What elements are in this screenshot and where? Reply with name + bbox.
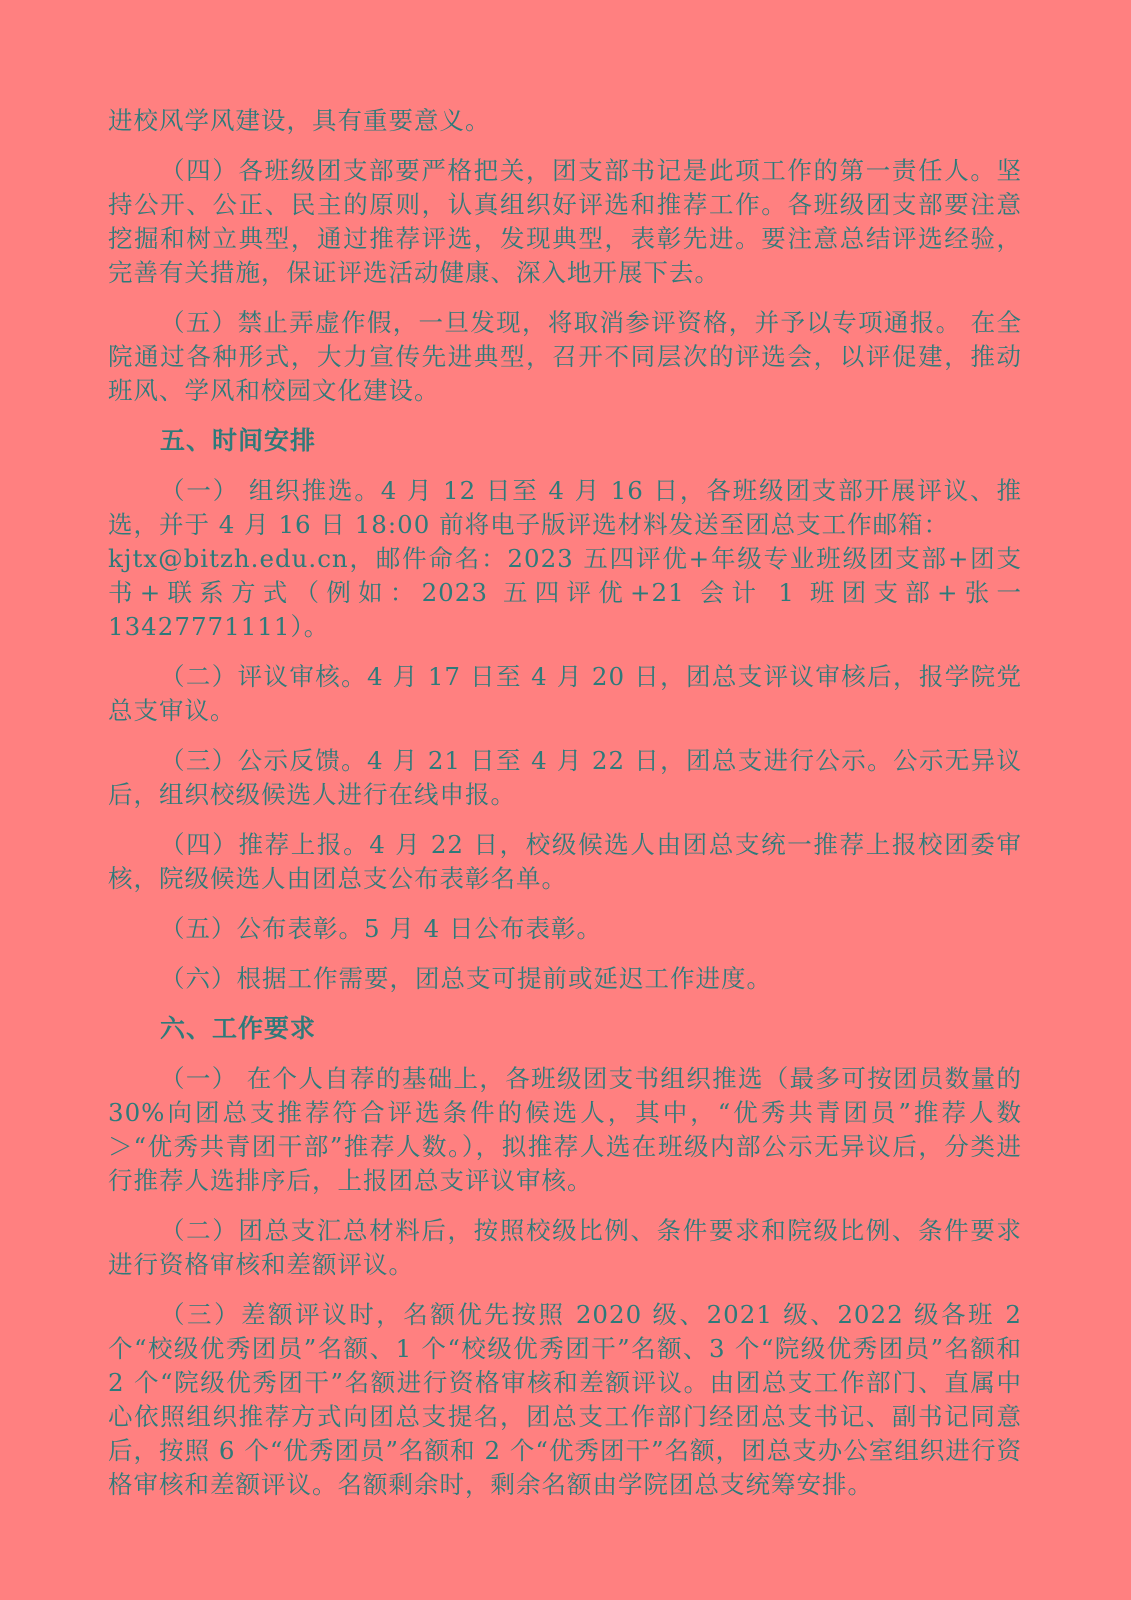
document-page <box>108 104 1022 1518</box>
paragraph-schedule-3: （三）公示反馈。4 月 21 日至 4 月 22 日，团总支进行公示。公示无异议后，组织校级候选人进行在线申报。 <box>108 746 1022 809</box>
paragraph-schedule-1: （一） 组织推选。4 月 12 日至 4 月 16 日，各班级团支部开展评议、推选，并于 4 月 16 日 18:00 前将电子版评选材料发送至团总支工作邮箱： kjtx@bitzh.edu.cn，邮件命名：2023 五四评优+年级专业班级团支部+团支书+联系方式（例如：2023 五四评优+21 会计 1 班团支部+张一 13427771111）。 <box>108 476 1022 641</box>
section-heading-schedule: 五、时间安排 <box>160 426 317 455</box>
paragraph-requirement-2: （二）团总支汇总材料后，按照校级比例、条件要求和院级比例、条件要求进行资格审核和差额评议。 <box>108 1216 1022 1279</box>
paragraph-intro-tail: 进校风学风建设，具有重要意义。 <box>108 106 491 135</box>
section-heading-requirements: 六、工作要求 <box>160 1014 317 1043</box>
paragraph-schedule-6: （六）根据工作需要，团总支可提前或延迟工作进度。 <box>160 964 772 993</box>
paragraph-requirement-1: （一） 在个人自荐的基础上，各班级团支书组织推选（最多可按团员数量的 30%向团总支推荐符合评选条件的候选人，其中，“优秀共青团员”推荐人数＞“优秀共青团干部”推荐人数。），拟推荐人选在班级内部公示无异议后，分类进行推荐人选排序后，上报团总支评议审核。 <box>108 1064 1022 1195</box>
paragraph-schedule-2: （二）评议审核。4 月 17 日至 4 月 20 日，团总支评议审核后，报学院党总支审议。 <box>108 662 1022 725</box>
paragraph-item-5: （五）禁止弄虚作假，一旦发现，将取消参评资格，并予以专项通报。 在全院通过各种形式，大力宣传先进典型，召开不同层次的评选会，以评促建，推动班风、学风和校园文化建设。 <box>108 308 1022 405</box>
paragraph-requirement-3: （三）差额评议时，名额优先按照 2020 级、2021 级、2022 级各班 2 个“校级优秀团员”名额、1 个“校级优秀团干”名额、3 个“院级优秀团员”名额和 2 个“院级优秀团干”名额进行资格审核和差额评议。由团总支工作部门、直属中心依照组织推荐方式向团总支提名，团总支工作部门经团总支书记、副书记同意后，按照 6 个“优秀团员”名额和 2 个“优秀团干”名额，团总支办公室组织进行资格审核和差额评议。名额剩余时，剩余名额由学院团总支统筹安排。 <box>108 1300 1022 1499</box>
paragraph-schedule-5: （五）公布表彰。5 月 4 日公布表彰。 <box>160 914 603 943</box>
paragraph-schedule-4: （四）推荐上报。4 月 22 日，校级候选人由团总支统一推荐上报校团委审核，院级候选人由团总支公布表彰名单。 <box>108 830 1022 893</box>
paragraph-item-4: （四）各班级团支部要严格把关，团支部书记是此项工作的第一责任人。坚持公开、公正、民主的原则，认真组织好评选和推荐工作。各班级团支部要注意挖掘和树立典型，通过推荐评选，发现典型，表彰先进。要注意总结评选经验，完善有关措施，保证评选活动健康、深入地开展下去。 <box>108 156 1022 287</box>
